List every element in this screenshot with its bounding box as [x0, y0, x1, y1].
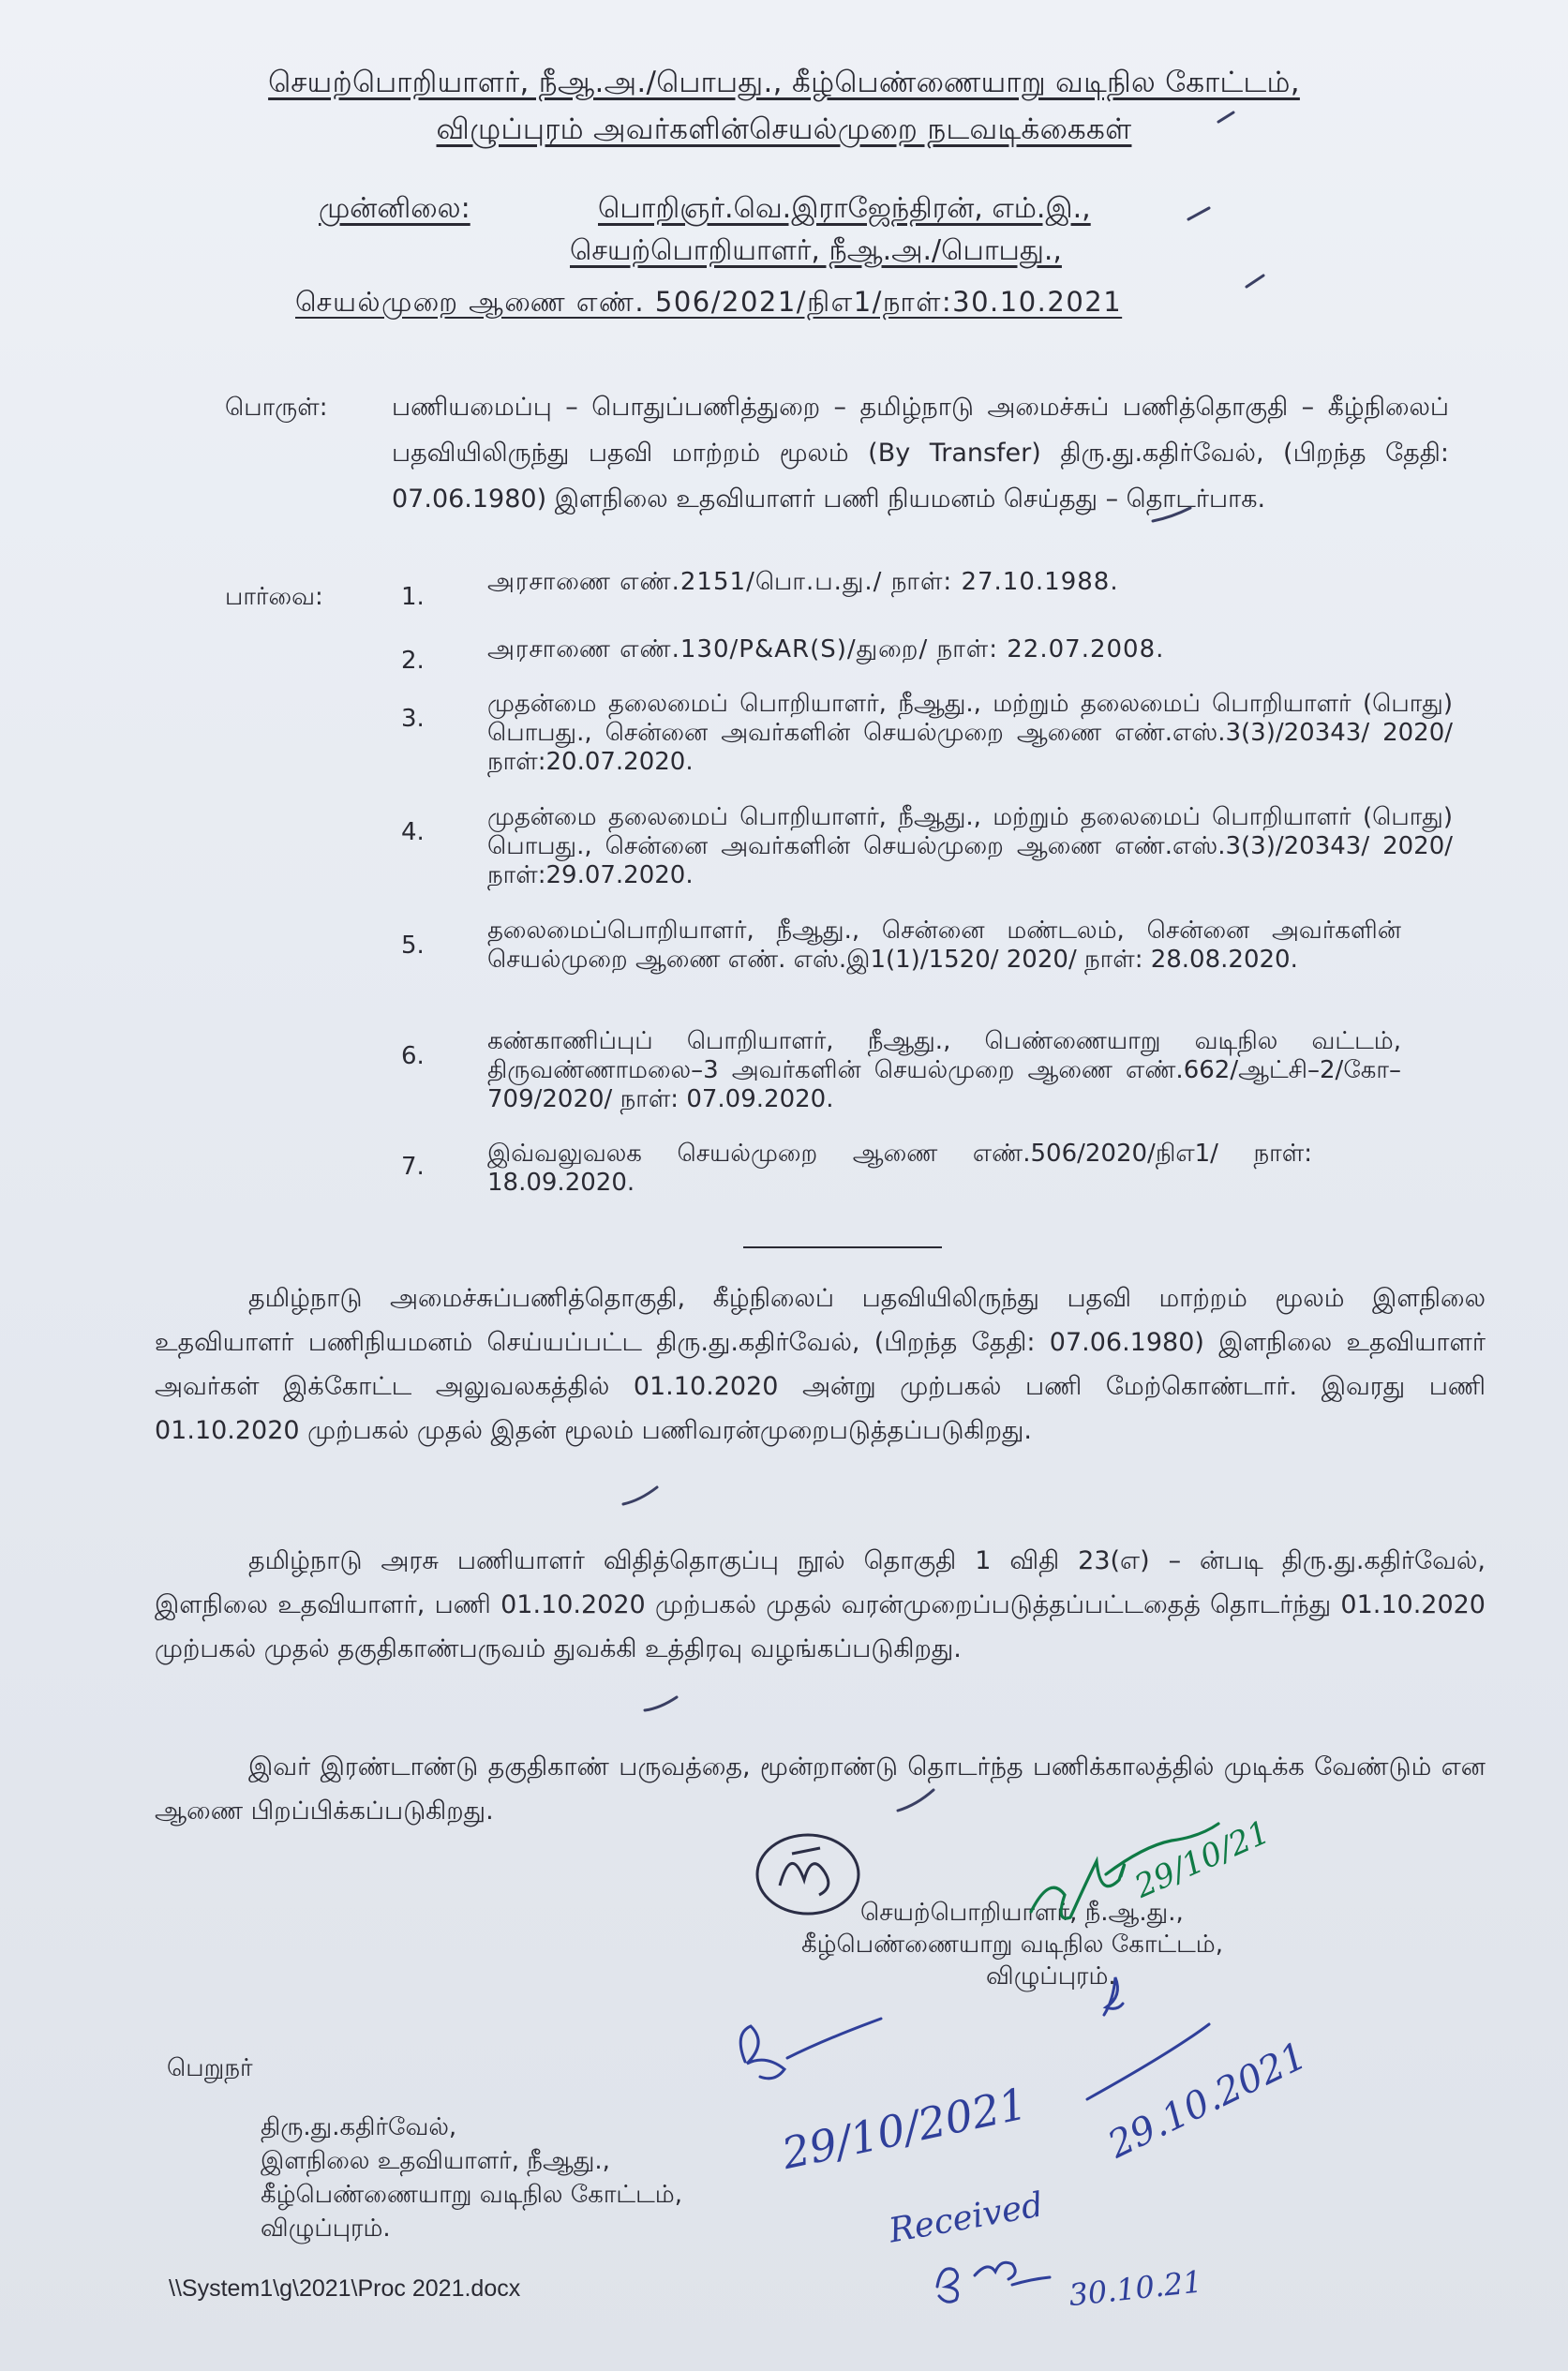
reference-number: 4.: [401, 818, 425, 846]
received-note: Received: [886, 2185, 1047, 2251]
reference-number: 2.: [401, 647, 425, 675]
reference-text: அரசாணை எண்.130/P&AR(S)/துறை/ நாள்: 22.07.2008.: [487, 635, 1165, 664]
subject-label: பொருள்:: [225, 394, 328, 422]
presence-label: முன்னிலை:: [319, 192, 470, 225]
presence-name: பொறிஞர்.வெ.இராஜேந்திரன், எம்.இ.,: [598, 192, 1091, 225]
recipient-label: பெறுநர்: [167, 2054, 253, 2082]
reference-text: அரசாணை எண்.2151/பொ.ப.து./ நாள்: 27.10.1988.: [487, 568, 1119, 596]
file-path: \\System1\g\2021\Proc 2021.docx: [169, 2275, 521, 2302]
green-date: 29/10/21: [1128, 1812, 1276, 1906]
reference-number: 1.: [401, 583, 425, 611]
recipient-line: திரு.து.கதிர்வேல்,: [261, 2113, 457, 2141]
handwritten-date-2: 29.10.2021: [1101, 2034, 1314, 2168]
references-label: பார்வை:: [225, 583, 323, 611]
recipient-line: கீழ்பெண்ணையாறு வடிநில கோட்டம்,: [261, 2181, 682, 2209]
body-paragraph-1: தமிழ்நாடு அமைச்சுப்பணித்தொகுதி, கீழ்நிலைப் பதவியிலிருந்து பதவி மாற்றம் மூலம் இளநிலை உதவியாளர் பணிநியமனம் செய்யப்பட்ட திரு.து.கதிர்வேல், (பிறந்த தேதி: 07.06.1980) இளநிலை உதவியாளர் அவர்கள் இக்கோட்ட அலுவலகத்தில் 01.10.2020 அன்று முற்பகல் பணி மேற்கொண்டார். இவரது பணி 01.10.2020 முற்பகல் முதல் இதன் மூலம் பணிவரன்முறைபடுத்தப்படுகிறது.: [155, 1284, 1486, 1445]
received-signature: [937, 2262, 1050, 2302]
header-line-1: செயற்பொறியாளர், நீஆ.அ./பொபது., கீழ்பெண்ணையாறு வடிநில கோட்டம்,: [268, 66, 1300, 99]
recipient-line: இளநிலை உதவியாளர், நீஆது.,: [261, 2147, 610, 2175]
body-paragraph-3: இவர் இரண்டாண்டு தகுதிகாண் பருவத்தை, மூன்றாண்டு தொடர்ந்த பணிக்காலத்தில் முடிக்க வேண்டும் என ஆணை பிறப்பிக்கப்படுகிறது.: [155, 1752, 1486, 1826]
reference-text: முதன்மை தலைமைப் பொறியாளர், நீஆது., மற்றும் தலைமைப் பொறியாளர் (பொது) பொபது., சென்னை அவர்களின் செயல்முறை ஆணை எண்.எஸ்.3(3)/20343/ 2020/நாள்:20.07.2020.: [487, 690, 1453, 776]
received-date: 30.10.21: [1067, 2263, 1204, 2314]
presence-title: செயற்பொறியாளர், நீஆ.அ./பொபது.,: [570, 234, 1062, 267]
handwritten-date-1: 29/10/2021: [777, 2078, 1032, 2180]
reference-text: இவ்வலுவலக செயல்முறை ஆணை எண்.506/2020/நிஎ1/ நாள்: 18.09.2020.: [487, 1140, 1312, 1197]
body-paragraph-2: தமிழ்நாடு அரசு பணியாளர் விதித்தொகுப்பு நூல் தொகுதி 1 விதி 23(எ) – ன்படி திரு.து.கதிர்வேல், இளநிலை உதவியாளர், பணி 01.10.2020 முற்பகல் முதல் வரன்முறைப்படுத்தப்பட்டதைத் தொடர்ந்து 01.10.2020 முற்பகல் முதல் தகுதிகாண்பருவம் துவக்கி உத்திரவு வழங்கப்படுகிறது.: [155, 1546, 1486, 1663]
reference-text: முதன்மை தலைமைப் பொறியாளர், நீஆது., மற்றும் தலைமைப் பொறியாளர் (பொது) பொபது., சென்னை அவர்களின் செயல்முறை ஆணை எண்.எஸ்.3(3)/20343/ 2020/நாள்:29.07.2020.: [487, 803, 1453, 889]
header-line-2: விழுப்புரம் அவர்களின்செயல்முறை நடவடிக்கைகள்: [436, 112, 1132, 146]
recipient-line: விழுப்புரம்.: [261, 2214, 391, 2243]
reference-text: தலைமைப்பொறியாளர், நீஆது., சென்னை மண்டலம், சென்னை அவர்களின் செயல்முறை ஆணை எண். எஸ்.இ1(1)/1520/ 2020/ நாள்: 28.08.2020.: [487, 917, 1401, 974]
signatory-title: செயற்பொறியாளர், நீ.ஆ.து.,: [860, 1899, 1184, 1927]
initials-stamp: [757, 1835, 859, 1914]
reference-number: 7.: [401, 1153, 425, 1181]
green-signature: [1031, 1813, 1276, 1918]
signatory-place: விழுப்புரம்.: [986, 1962, 1116, 1991]
blue-initials-1: [740, 1977, 1209, 2099]
reference-text: கண்காணிப்புப் பொறியாளர், நீஆது., பெண்ணையாறு வடிநில வட்டம், திருவண்ணாமலை–3 அவர்களின் செயல்முறை ஆணை எண்.662/ஆட்சி–2/கோ–709/2020/ நாள்: 07.09.2020.: [487, 1027, 1401, 1113]
subject-text: பணியமைப்பு – பொதுப்பணித்துறை – தமிழ்நாடு அமைச்சுப் பணித்தொகுதி – கீழ்நிலைப் பதவியிலிருந்து பதவி மாற்றம் மூலம் (By Transfer) திரு.து.கதிர்வேல், (பிறந்த தேதி: 07.06.1980) இளநிலை உதவியாளர் பணி நியமனம் செய்தது – தொடர்பாக.: [392, 393, 1449, 514]
signatory-office: கீழ்பெண்ணையாறு வடிநில கோட்டம்,: [801, 1931, 1223, 1959]
reference-number: 6.: [401, 1042, 425, 1070]
order-number: செயல்முறை ஆணை எண். 506/2021/நிஎ1/நாள்:30.10.2021: [295, 286, 1123, 318]
reference-number: 3.: [401, 705, 425, 733]
reference-number: 5.: [401, 932, 425, 960]
